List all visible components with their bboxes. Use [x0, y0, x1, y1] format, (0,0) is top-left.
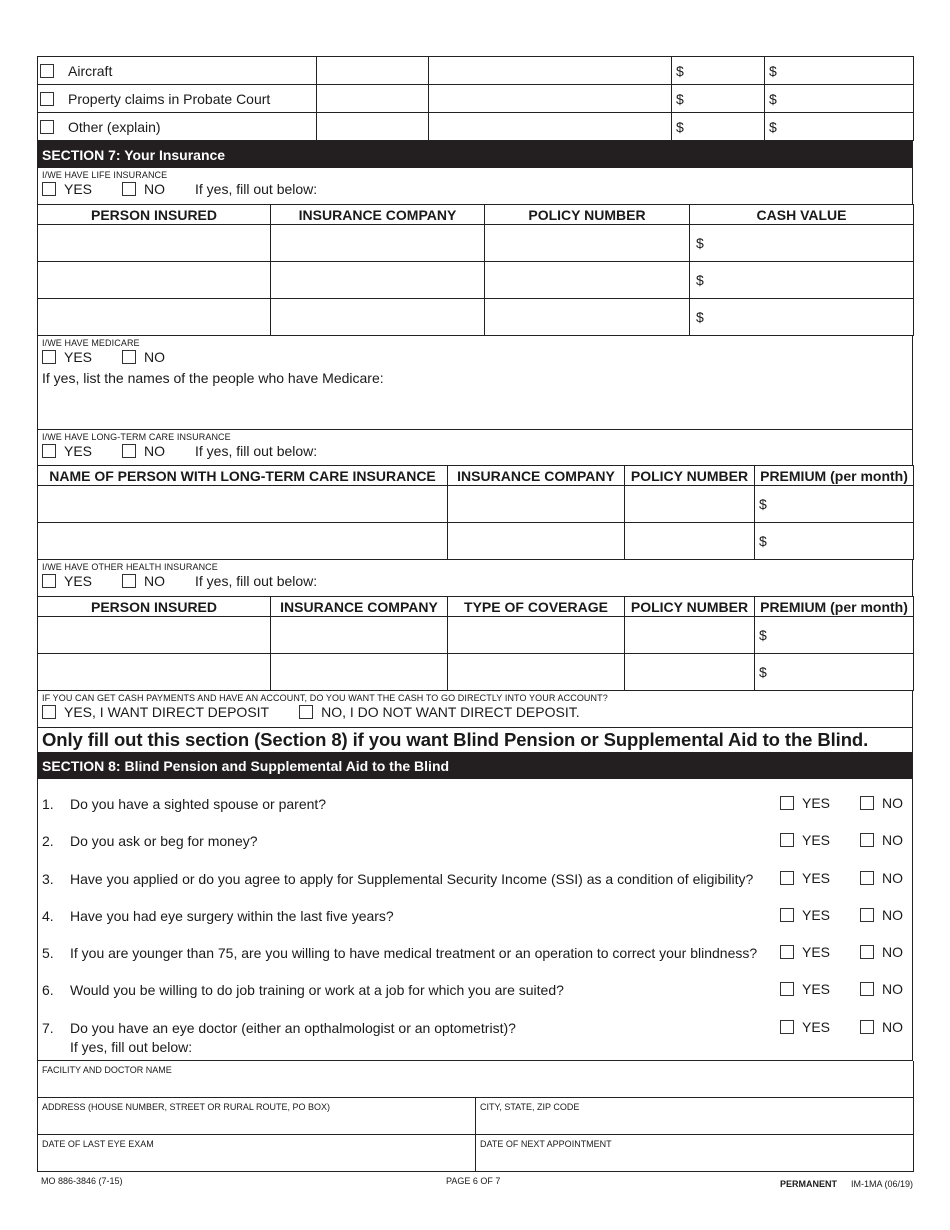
- cash-value-cell[interactable]: $: [690, 225, 914, 262]
- q4-no-checkbox[interactable]: [860, 908, 874, 922]
- fill-note: If yes, fill out below:: [195, 181, 318, 197]
- amount-cell[interactable]: $: [672, 57, 765, 85]
- question-text: Would you be willing to do job training or work at a job for which you are suited?: [70, 982, 564, 999]
- property-table: [37, 56, 914, 141]
- input-cell[interactable]: [429, 85, 672, 113]
- column-header: POLICY NUMBER: [625, 597, 755, 617]
- property-label: Other (explain): [68, 118, 161, 135]
- column-header: PREMIUM (per month): [755, 466, 914, 486]
- no-label: NO: [144, 181, 166, 197]
- next-appointment-field[interactable]: [476, 1135, 914, 1172]
- medicare-no-checkbox[interactable]: [122, 350, 136, 364]
- column-header: PERSON INSURED: [38, 597, 271, 617]
- amount-cell[interactable]: $: [765, 57, 914, 85]
- ltc-table: [37, 465, 914, 560]
- life-insurance-question: [37, 168, 913, 204]
- q5-yes-checkbox[interactable]: [780, 945, 794, 959]
- medicare-note: If yes, list the names of the people who have Medicare:: [42, 370, 384, 386]
- aircraft-checkbox[interactable]: [40, 64, 54, 78]
- no-label: NO, I DO NOT WANT DIRECT DEPOSIT.: [321, 704, 580, 720]
- column-header: CASH VALUE: [690, 205, 914, 225]
- q5-no-checkbox[interactable]: [860, 945, 874, 959]
- list-item: 7. Do you have an eye doctor (either an opthalmologist or an optometrist)? If yes, fill out below: YES NO: [42, 1018, 903, 1055]
- q3-no-checkbox[interactable]: [860, 871, 874, 885]
- column-header: PREMIUM (per month): [755, 597, 914, 617]
- premium-cell[interactable]: $: [755, 654, 914, 691]
- input-cell[interactable]: [317, 57, 429, 85]
- fill-note: If yes, fill out below:: [195, 573, 318, 589]
- cash-value-cell[interactable]: $: [690, 262, 914, 299]
- input-cell[interactable]: [317, 113, 429, 141]
- column-header: TYPE OF COVERAGE: [448, 597, 625, 617]
- page-number: PAGE 6 OF 7: [446, 1176, 501, 1186]
- city-state-zip-field[interactable]: [476, 1098, 914, 1135]
- input-cell[interactable]: [317, 85, 429, 113]
- field-label: DATE OF LAST EYE EXAM: [42, 1139, 154, 1150]
- deposit-yes-checkbox[interactable]: [42, 705, 56, 719]
- column-header: INSURANCE COMPANY: [448, 466, 625, 486]
- question-text: If you are younger than 75, are you willing to have medical treatment or an operation to correct your blindness?: [70, 945, 758, 962]
- list-item: 3. Have you applied or do you agree to apply for Supplemental Security Income (SSI) as a condition of eligibility? YES NO: [42, 869, 903, 887]
- no-label: NO: [144, 573, 166, 589]
- ltc-yes-checkbox[interactable]: [42, 444, 56, 458]
- probate-checkbox[interactable]: [40, 92, 54, 106]
- q2-no-checkbox[interactable]: [860, 833, 874, 847]
- eye-doctor-fields: [37, 1061, 914, 1173]
- q7-no-checkbox[interactable]: [860, 1020, 874, 1034]
- column-header: INSURANCE COMPANY: [271, 205, 485, 225]
- table-row: [38, 225, 914, 262]
- question-label: I/WE HAVE MEDICARE: [42, 338, 140, 348]
- table-row: [38, 523, 914, 560]
- yes-label: YES: [64, 181, 93, 197]
- cash-value-cell[interactable]: $: [690, 299, 914, 336]
- other-health-question: [37, 560, 913, 596]
- input-cell[interactable]: [429, 113, 672, 141]
- health-no-checkbox[interactable]: [122, 574, 136, 588]
- section-8-title: SECTION 8: Blind Pension and Supplemental Aid to the Blind: [37, 752, 913, 779]
- question-text: Do you have an eye doctor (either an opthalmologist or an optometrist)?: [70, 1019, 516, 1036]
- table-row: [38, 654, 914, 691]
- q2-yes-checkbox[interactable]: [780, 833, 794, 847]
- amount-cell[interactable]: $: [672, 113, 765, 141]
- question-text: Have you applied or do you agree to apply for Supplemental Security Income (SSI) as a condition of eligibility?: [70, 870, 754, 887]
- q3-yes-checkbox[interactable]: [780, 871, 794, 885]
- list-item: 4. Have you had eye surgery within the last five years? YES NO: [42, 906, 903, 924]
- yes-label: YES: [64, 443, 93, 459]
- table-row: [38, 57, 914, 85]
- premium-cell[interactable]: $: [755, 486, 914, 523]
- life-insurance-table: [37, 204, 914, 336]
- ltc-no-checkbox[interactable]: [122, 444, 136, 458]
- medicare-question: [37, 336, 913, 429]
- table-row: [38, 85, 914, 113]
- field-label: FACILITY AND DOCTOR NAME: [42, 1064, 172, 1075]
- other-checkbox[interactable]: [40, 120, 54, 134]
- field-label: ADDRESS (HOUSE NUMBER, STREET OR RURAL ROUTE, PO BOX): [42, 1102, 331, 1113]
- life-yes-checkbox[interactable]: [42, 182, 56, 196]
- premium-cell[interactable]: $: [755, 617, 914, 654]
- list-item: 6. Would you be willing to do job training or work at a job for which you are suited? YES NO: [42, 981, 903, 999]
- table-row: [38, 617, 914, 654]
- amount-cell[interactable]: $: [765, 113, 914, 141]
- table-row: [38, 262, 914, 299]
- medicare-yes-checkbox[interactable]: [42, 350, 56, 364]
- question-label: I/WE HAVE LIFE INSURANCE: [42, 170, 168, 180]
- table-header: [38, 205, 914, 225]
- field-label: CITY, STATE, ZIP CODE: [480, 1102, 580, 1113]
- list-item: 1. Do you have a sighted spouse or parent? YES NO: [42, 795, 903, 812]
- column-header: NAME OF PERSON WITH LONG-TERM CARE INSURANCE: [38, 466, 448, 486]
- q6-no-checkbox[interactable]: [860, 982, 874, 996]
- table-header: [38, 597, 914, 617]
- question-text: Have you had eye surgery within the last five years?: [70, 907, 394, 924]
- q7-yes-checkbox[interactable]: [780, 1020, 794, 1034]
- section-8-questions: [37, 779, 913, 1061]
- facility-field[interactable]: [38, 1061, 914, 1098]
- ltc-question: [37, 429, 913, 465]
- premium-cell[interactable]: $: [755, 523, 914, 560]
- deposit-no-checkbox[interactable]: [299, 705, 313, 719]
- amount-cell[interactable]: $: [672, 85, 765, 113]
- address-field[interactable]: [38, 1098, 476, 1135]
- direct-deposit-question: [37, 691, 913, 727]
- yes-label: YES, I WANT DIRECT DEPOSIT: [64, 704, 270, 720]
- column-header: PERSON INSURED: [38, 205, 271, 225]
- table-header: [38, 466, 914, 486]
- column-header: POLICY NUMBER: [485, 205, 690, 225]
- section-8-note: Only fill out this section (Section 8) if you want Blind Pension or Supplemental Aid to the Blind.: [37, 727, 913, 752]
- q1-yes-checkbox[interactable]: [780, 796, 794, 810]
- yes-label: YES: [64, 573, 93, 589]
- section-7-title: SECTION 7: Your Insurance: [37, 141, 913, 168]
- form-page: [37, 56, 913, 1172]
- q1-no-checkbox[interactable]: [860, 796, 874, 810]
- column-header: INSURANCE COMPANY: [271, 597, 448, 617]
- table-row: [38, 299, 914, 336]
- form-code: IM-1MA (06/19): [850, 1179, 913, 1189]
- question-label: IF YOU CAN GET CASH PAYMENTS AND HAVE AN ACCOUNT, DO YOU WANT THE CASH TO GO DIRECTLY INTO YOUR ACCOUNT?: [42, 693, 608, 703]
- table-row: [38, 486, 914, 523]
- q6-yes-checkbox[interactable]: [780, 982, 794, 996]
- fill-note: If yes, fill out below:: [195, 443, 318, 459]
- amount-cell[interactable]: $: [765, 85, 914, 113]
- life-no-checkbox[interactable]: [122, 182, 136, 196]
- q4-yes-checkbox[interactable]: [780, 908, 794, 922]
- question-text: Do you have a sighted spouse or parent?: [70, 796, 327, 812]
- health-yes-checkbox[interactable]: [42, 574, 56, 588]
- table-row: [38, 113, 914, 141]
- form-id: MO 886-3846 (7-15): [41, 1176, 123, 1186]
- no-label: NO: [144, 349, 166, 365]
- field-label: DATE OF NEXT APPOINTMENT: [480, 1139, 612, 1150]
- list-item: 5. If you are younger than 75, are you willing to have medical treatment or an operation to correct your blindness? YES NO: [42, 944, 903, 962]
- other-health-table: [37, 596, 914, 691]
- last-exam-field[interactable]: [38, 1135, 476, 1172]
- yes-label: YES: [64, 349, 93, 365]
- list-item: 2. Do you ask or beg for money? YES NO: [42, 832, 903, 850]
- permanent-label: PERMANENT: [779, 1179, 837, 1189]
- property-label: Property claims in Probate Court: [68, 90, 271, 107]
- column-header: POLICY NUMBER: [625, 466, 755, 486]
- input-cell[interactable]: [429, 57, 672, 85]
- fill-note: If yes, fill out below:: [70, 1038, 193, 1055]
- question-label: I/WE HAVE OTHER HEALTH INSURANCE: [42, 562, 218, 572]
- no-label: NO: [144, 443, 166, 459]
- question-label: I/WE HAVE LONG-TERM CARE INSURANCE: [42, 432, 231, 442]
- property-label: Aircraft: [68, 62, 113, 79]
- question-text: Do you ask or beg for money?: [70, 833, 258, 850]
